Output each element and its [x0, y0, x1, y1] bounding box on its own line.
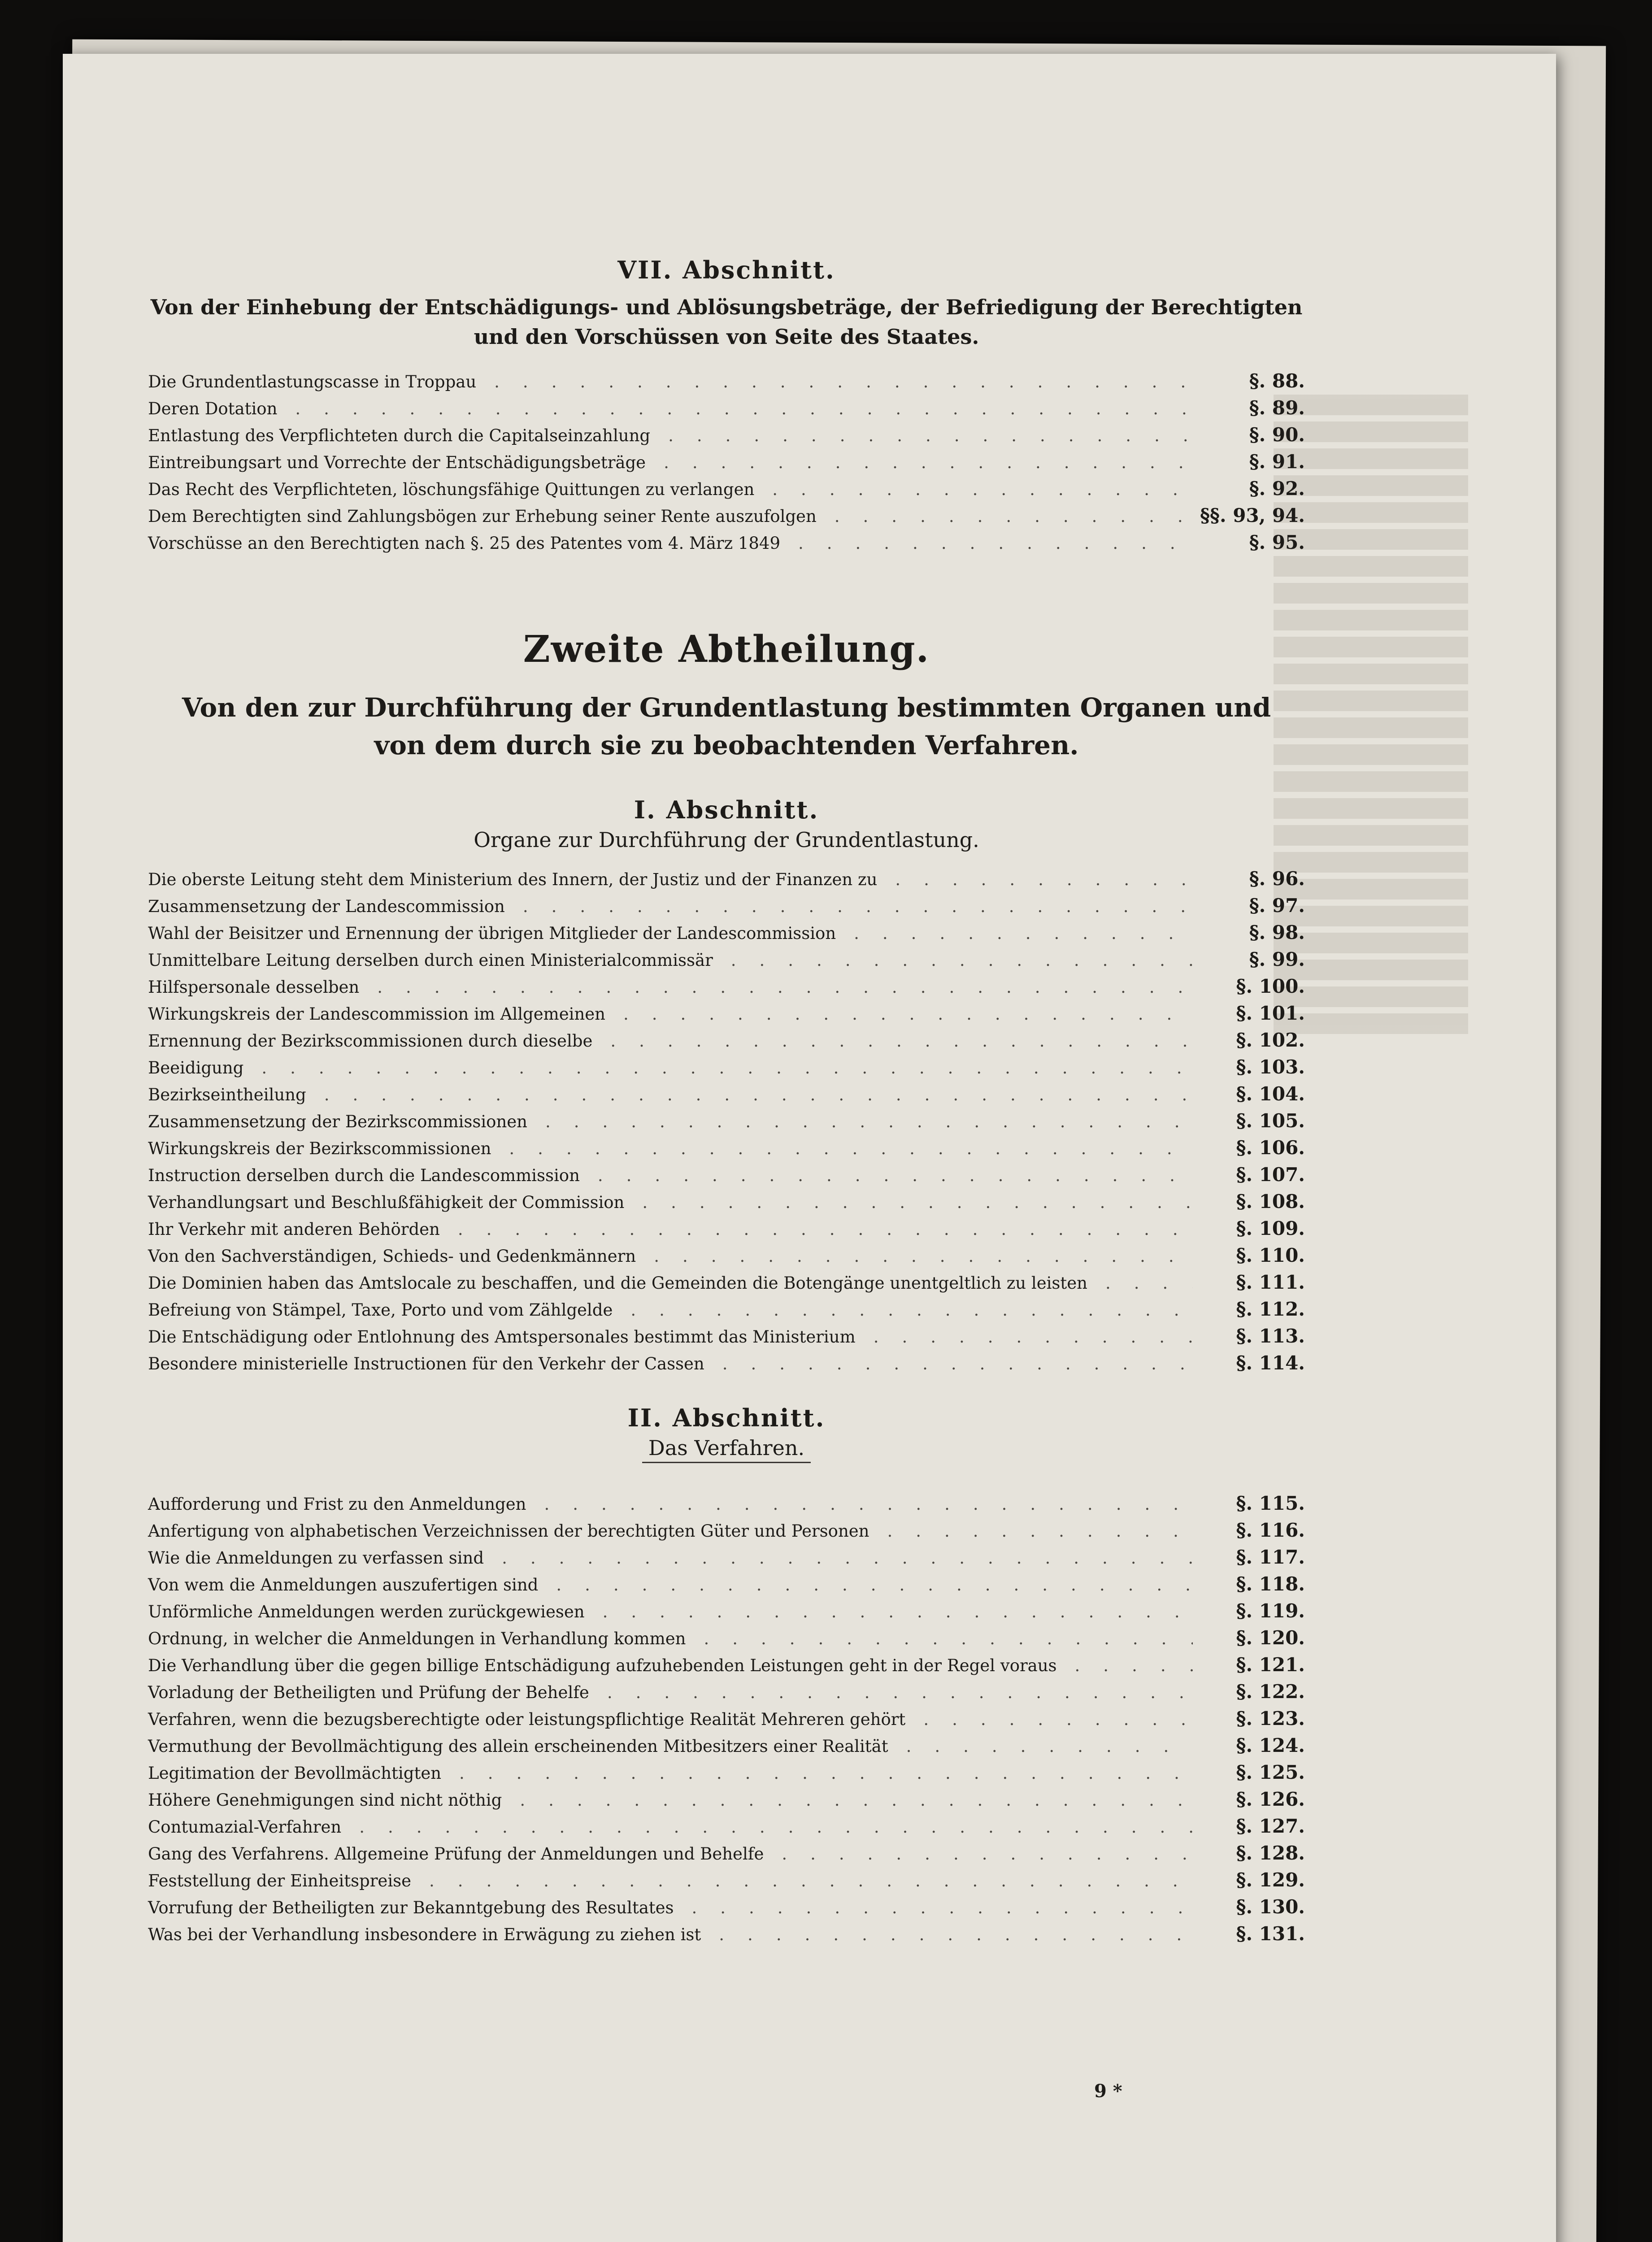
toc-entry [148, 529, 1305, 556]
toc-leader-dots [1087, 1270, 1193, 1297]
toc-entry-paragraph: §. 122. [1236, 1681, 1305, 1703]
toc-leader-dots [440, 1216, 1193, 1243]
toc-entry [148, 1108, 1305, 1134]
toc-entry [148, 1188, 1305, 1215]
toc-entry-title: Wahl der Beisitzer und Ernennung der übrigen Mitglieder der Landescommission [148, 924, 836, 943]
toc-entry-paragraph: §. 130. [1236, 1896, 1305, 1918]
toc-entry-paragraph: §. 120. [1236, 1627, 1305, 1649]
toc-entry-paragraph: §. 126. [1236, 1788, 1305, 1810]
toc-entry [148, 1625, 1305, 1651]
part-two-subtitle: Von den zur Durchführung der Grundentlastung bestimmten Organen und von dem durch sie zu beobachtenden Verfahren. [182, 692, 1271, 760]
toc-entry-title: Die Verhandlung über die gegen billige Entschädigung aufzuhebenden Leistungen geht in der Regel voraus [148, 1656, 1057, 1675]
toc-leader-dots [502, 1787, 1193, 1814]
toc-entry [148, 1813, 1305, 1840]
page-content [148, 256, 1305, 1947]
toc-entry [148, 475, 1305, 502]
toc-leader-dots [754, 476, 1193, 503]
toc-entry [148, 1894, 1305, 1920]
section-ii-subtitle: Das Verfahren. [642, 1436, 811, 1463]
toc-entry-paragraph: §. 127. [1236, 1815, 1305, 1837]
toc-entry-paragraph: §. 112. [1236, 1298, 1305, 1320]
toc-entry-paragraph: §. 124. [1236, 1734, 1305, 1756]
toc-entry-title: Zusammensetzung der Landescommission [148, 897, 505, 916]
toc-entry-title: Die Grundentlastungscasse in Troppau [148, 372, 477, 391]
toc-entry [148, 448, 1305, 475]
toc-entry-paragraph: §. 92. [1249, 478, 1305, 500]
toc-entry-paragraph: §. 89. [1249, 397, 1305, 419]
toc-leader-dots [589, 1679, 1193, 1706]
toc-entry-title: Gang des Verfahrens. Allgemeine Prüfung der Anmeldungen und Behelfe [148, 1844, 764, 1864]
toc-entry-paragraph: §. 119. [1236, 1600, 1305, 1622]
toc-leader-dots [888, 1733, 1193, 1760]
toc-entry-title: Vorrufung der Betheiligten zur Bekanntgebung des Resultates [148, 1898, 674, 1917]
toc-leader-dots [1057, 1652, 1193, 1679]
toc-entry-title: Contumazial-Verfahren [148, 1817, 342, 1837]
toc-entry-title: Legitimation der Bevollmächtigten [148, 1764, 442, 1783]
toc-entry-paragraph: §. 116. [1236, 1519, 1305, 1541]
toc-entry-paragraph: §. 104. [1236, 1083, 1305, 1105]
toc-leader-dots [869, 1518, 1193, 1545]
toc-leader-dots [441, 1760, 1193, 1787]
toc-entry-paragraph: §. 125. [1236, 1761, 1305, 1783]
section-i-heading: I. Abschnitt. [634, 795, 819, 824]
section-i-subtitle: Organe zur Durchführung der Grundentlastung. [474, 828, 979, 852]
toc-leader-dots [476, 369, 1193, 395]
toc-entry-paragraph: §. 113. [1236, 1325, 1305, 1347]
section-ii-heading: II. Abschnitt. [627, 1403, 826, 1432]
toc-entry-paragraph: §. 97. [1249, 895, 1305, 917]
toc-entry-title: Entlastung des Verpflichteten durch die Capitalseinzahlung [148, 426, 651, 445]
toc-entry [148, 1027, 1305, 1054]
toc-entry-paragraph: §. 100. [1236, 975, 1305, 997]
toc-leader-dots [877, 866, 1193, 893]
toc-entry-paragraph: §. 110. [1236, 1244, 1305, 1266]
toc-entry-title: Unmittelbare Leitung derselben durch einen Ministerialcommissär [148, 951, 713, 970]
toc-entry [148, 1296, 1305, 1323]
toc-leader-dots [674, 1894, 1193, 1921]
toc-entry-title: Dem Berechtigten sind Zahlungsbögen zur Erhebung seiner Rente auszufolgen [148, 507, 817, 526]
toc-entry [148, 1867, 1305, 1894]
toc-entry [148, 892, 1305, 919]
toc-entry-title: Wirkungskreis der Landescommission im Allgemeinen [148, 1004, 605, 1024]
toc-leader-dots [359, 974, 1193, 1001]
toc-leader-dots [491, 1135, 1193, 1162]
toc-leader-dots [484, 1545, 1193, 1572]
toc-entry-paragraph: §. 99. [1249, 948, 1305, 970]
toc-entry-title: Bezirkseintheilung [148, 1085, 306, 1104]
toc-entry-title: Feststellung der Einheitspreise [148, 1871, 412, 1890]
toc-entry-title: Befreiung von Stämpel, Taxe, Porto und vom Zählgelde [148, 1300, 613, 1320]
toc-entry-paragraph: §. 123. [1236, 1708, 1305, 1729]
toc-entry-paragraph: §. 114. [1236, 1352, 1305, 1374]
toc-entry-title: Deren Dotation [148, 399, 278, 418]
toc-entry [148, 1215, 1305, 1242]
toc-entry [148, 973, 1305, 1000]
toc-entry [148, 1544, 1305, 1571]
toc-entry-title: Ernennung der Bezirkscommissionen durch dieselbe [148, 1031, 593, 1051]
toc-entry-paragraph: §. 129. [1236, 1869, 1305, 1891]
toc-entry [148, 1242, 1305, 1269]
toc-entry-paragraph: §. 105. [1236, 1110, 1305, 1132]
toc-entry-paragraph: §. 91. [1249, 451, 1305, 473]
toc-entry-title: Eintreibungsart und Vorrechte der Entschädigungsbeträge [148, 453, 646, 472]
toc-entry-paragraph: §. 98. [1249, 921, 1305, 943]
section-vii-heading: VII. Abschnitt. [617, 256, 835, 284]
toc-entry-title: Besondere ministerielle Instructionen für den Verkehr der Cassen [148, 1354, 704, 1373]
toc-entry [148, 1134, 1305, 1161]
toc-entry [148, 1598, 1305, 1625]
toc-leader-dots [624, 1189, 1193, 1216]
toc-entry [148, 1323, 1305, 1350]
toc-entry-paragraph: §. 90. [1249, 424, 1305, 446]
toc-entry-title: Beeidigung [148, 1058, 244, 1078]
toc-entry-paragraph: §. 108. [1236, 1191, 1305, 1212]
toc-entry-paragraph: §. 107. [1236, 1164, 1305, 1186]
toc-entry-title: Wirkungskreis der Bezirkscommissionen [148, 1139, 491, 1158]
toc-leader-dots [411, 1868, 1193, 1894]
toc-leader-dots [713, 947, 1193, 974]
toc-entry [148, 1269, 1305, 1296]
toc-leader-dots [817, 503, 1193, 530]
section-ii [148, 1403, 1305, 1947]
toc-entry-paragraph: §. 102. [1236, 1029, 1305, 1051]
toc-entry-paragraph: §§. 93, 94. [1200, 504, 1305, 526]
section-ii-toc [148, 1490, 1305, 1947]
toc-entry [148, 919, 1305, 946]
toc-entry-title: Ihr Verkehr mit anderen Behörden [148, 1220, 440, 1239]
toc-leader-dots [704, 1351, 1193, 1377]
toc-leader-dots [650, 422, 1193, 449]
toc-entry-paragraph: §. 95. [1249, 531, 1305, 553]
toc-entry-paragraph: §. 121. [1236, 1654, 1305, 1676]
toc-entry-paragraph: §. 96. [1249, 868, 1305, 890]
toc-leader-dots [341, 1814, 1193, 1841]
toc-entry [148, 1732, 1305, 1759]
toc-entry-title: Aufforderung und Frist zu den Anmeldungen [148, 1495, 526, 1514]
toc-entry-title: Das Recht des Verpflichteten, löschungsfähige Quittungen zu verlangen [148, 480, 755, 499]
toc-entry-paragraph: §. 115. [1236, 1492, 1305, 1514]
toc-entry-title: Zusammensetzung der Bezirkscommissionen [148, 1112, 528, 1131]
toc-entry-paragraph: §. 106. [1236, 1137, 1305, 1159]
toc-entry-title: Ordnung, in welcher die Anmeldungen in Verhandlung kommen [148, 1629, 686, 1648]
toc-leader-dots [701, 1921, 1193, 1948]
section-vii-intro: Von der Einhebung der Entschädigungs- und Ablösungsbeträge, der Befriedigung der Berechtigten und den Vorschüssen von Seite des Staates. [150, 295, 1303, 349]
toc-entry [148, 502, 1305, 529]
section-vii [148, 256, 1305, 556]
toc-entry [148, 1081, 1305, 1108]
toc-leader-dots [613, 1297, 1193, 1324]
toc-entry-title: Höhere Genehmigungen sind nicht nöthig [148, 1790, 502, 1810]
toc-entry [148, 1840, 1305, 1867]
toc-entry-paragraph: §. 101. [1236, 1002, 1305, 1024]
toc-entry-title: Was bei der Verhandlung insbesondere in Erwägung zu ziehen ist [148, 1925, 701, 1944]
toc-leader-dots [243, 1055, 1193, 1082]
toc-entry-title: Instruction derselben durch die Landescommission [148, 1166, 580, 1185]
toc-entry [148, 1786, 1305, 1813]
toc-entry [148, 865, 1305, 892]
toc-entry-paragraph: §. 128. [1236, 1842, 1305, 1864]
toc-entry-title: Die oberste Leitung steht dem Ministerium des Innern, der Justiz und der Finanzen zu [148, 870, 878, 889]
part-two [148, 628, 1305, 764]
toc-entry [148, 1000, 1305, 1027]
toc-entry-title: Anfertigung von alphabetischen Verzeichnissen der berechtigten Güter und Personen [148, 1521, 869, 1541]
toc-leader-dots [306, 1082, 1193, 1108]
toc-leader-dots [905, 1706, 1193, 1733]
toc-entry-title: Verhandlungsart und Beschlußfähigkeit der Commission [148, 1193, 625, 1212]
toc-entry [148, 1490, 1305, 1517]
toc-entry-paragraph: §. 88. [1249, 370, 1305, 392]
toc-leader-dots [764, 1841, 1193, 1868]
toc-entry-title: Die Entschädigung oder Entlohnung des Amtspersonales bestimmt das Ministerium [148, 1327, 856, 1347]
toc-leader-dots [277, 395, 1193, 422]
toc-entry-title: Verfahren, wenn die bezugsberechtigte oder leistungspflichtige Realität Mehreren gehört [148, 1710, 906, 1729]
toc-leader-dots [585, 1599, 1193, 1625]
toc-entry [148, 395, 1305, 421]
toc-entry-paragraph: §. 103. [1236, 1056, 1305, 1078]
toc-entry-paragraph: §. 118. [1236, 1573, 1305, 1595]
toc-leader-dots [856, 1324, 1193, 1351]
toc-entry [148, 1350, 1305, 1377]
toc-entry [148, 1054, 1305, 1081]
toc-leader-dots [636, 1243, 1193, 1270]
toc-entry-paragraph: §. 109. [1236, 1217, 1305, 1239]
section-vii-toc [148, 368, 1305, 556]
toc-entry [148, 368, 1305, 395]
toc-entry [148, 1161, 1305, 1188]
toc-entry-title: Hilfspersonale desselben [148, 978, 360, 997]
toc-leader-dots [592, 1028, 1193, 1055]
toc-leader-dots [527, 1108, 1193, 1135]
toc-entry-title: Die Dominien haben das Amtslocale zu beschaffen, und die Gemeinden die Botengänge unentgeltlich zu leisten [148, 1273, 1088, 1293]
toc-entry [148, 1517, 1305, 1544]
toc-entry [148, 1651, 1305, 1678]
bleed-through-text [1274, 395, 1552, 2009]
section-i [148, 795, 1305, 1377]
toc-entry-paragraph: §. 117. [1236, 1546, 1305, 1568]
toc-entry-paragraph: §. 131. [1236, 1923, 1305, 1945]
toc-entry-title: Vorschüsse an den Berechtigten nach §. 25 des Patentes vom 4. März 1849 [148, 534, 781, 553]
toc-entry-title: Unförmliche Anmeldungen werden zurückgewiesen [148, 1602, 585, 1621]
toc-leader-dots [526, 1491, 1193, 1518]
section-i-toc [148, 865, 1305, 1377]
toc-leader-dots [836, 920, 1193, 947]
toc-entry [148, 1705, 1305, 1732]
page-mark: 9 * [1094, 2081, 1122, 2102]
toc-entry [148, 946, 1305, 973]
toc-entry-title: Vermuthung der Bevollmächtigung des allein erscheinenden Mitbesitzers einer Realität [148, 1737, 888, 1756]
toc-leader-dots [538, 1572, 1193, 1599]
toc-entry-title: Von wem die Anmeldungen auszufertigen sind [148, 1575, 539, 1595]
toc-entry [148, 1678, 1305, 1705]
toc-entry-title: Vorladung der Betheiligten und Prüfung der Behelfe [148, 1683, 589, 1702]
toc-entry-title: Wie die Anmeldungen zu verfassen sind [148, 1548, 484, 1568]
toc-entry [148, 1759, 1305, 1786]
toc-entry [148, 1571, 1305, 1598]
toc-leader-dots [686, 1625, 1193, 1652]
toc-entry-paragraph: §. 111. [1236, 1271, 1305, 1293]
toc-entry [148, 1920, 1305, 1947]
toc-entry-title: Von den Sachverständigen, Schieds- und Gedenkmännern [148, 1247, 636, 1266]
toc-leader-dots [605, 1001, 1193, 1028]
toc-leader-dots [580, 1162, 1193, 1189]
toc-entry [148, 421, 1305, 448]
part-two-heading: Zweite Abtheilung. [523, 628, 930, 671]
toc-leader-dots [780, 530, 1193, 557]
toc-leader-dots [505, 893, 1193, 920]
toc-leader-dots [646, 449, 1193, 476]
